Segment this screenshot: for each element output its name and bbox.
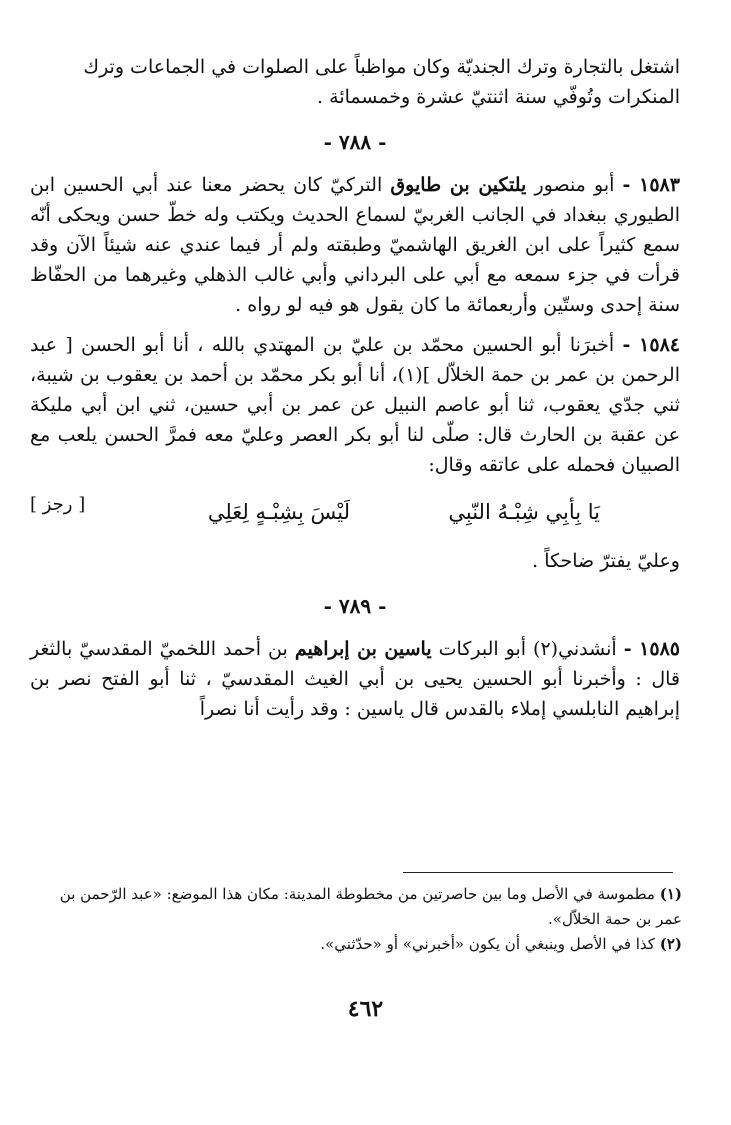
entry-1585 bbox=[30, 634, 680, 724]
footnote-number: (٢) bbox=[659, 935, 682, 953]
entry-text: التركيّ كان يحضر معنا عند أبي الحسين ابن الطيوري ببغداد في الجانب الغربيّ لسماع الحديث ويكتب وله خطّ حسن ويحكى أنّه سمع كثيراً على ابن الغريق الهاشميّ وطبقته ولم أر فيما عندي عنه شيئاً الآن وقد قرأت في جزء سمعه مع أبي على البرداني وأبي غالب الذهلي وغيرهما من الحفّاظ سنة إحدى وستّين وأربعمائة ما كان يقول هو فيه لو رواه . bbox=[30, 174, 680, 316]
page-number: ٤٦٢ bbox=[347, 996, 384, 1022]
page-body bbox=[30, 52, 680, 724]
entry-number: ١٥٨٣ - bbox=[622, 174, 680, 196]
top-line-1: اشتغل بالتجارة وترك الجنديّة وكان مواظباً على الصلوات في الجماعات وترك bbox=[83, 56, 680, 78]
entry-name: يلتكين بن طايوق bbox=[390, 174, 527, 196]
footnotes bbox=[30, 882, 682, 957]
section-heading-788: - ٧٨٨ - bbox=[323, 130, 387, 154]
entry-text: أخبرَنا أبو الحسين محمّد بن عليّ بن المهتدي بالله ، أنا أبو الحسن [ عبد الرحمن بن عمر بن حمة الخلاّل ](١)، أنا أبو بكر محمّد بن أحمد بن يعقوب بن شيبة، ثني جدّي يعقوب، ثنا أبو عاصم النبيل عن عمر بن أبي حسين، ثني ابن أبي مليكة عن عقبة بن الحارث قال: صلّى لنا أبو بكر العصر وعليّ معه فمرَّ الحسن يلعب مع الصبيان فحمله على عاتقه وقال: bbox=[30, 334, 680, 476]
verse-hemistich-1: يَا بِأبِي شِبْـهُ النّبِي bbox=[448, 500, 600, 524]
after-verse-line: وعليّ يفترّ ضاحكاً . bbox=[532, 550, 680, 572]
footnote-text: مطموسة في الأصل وما بين حاصرتين من مخطوطة المدينة: مكان هذا الموضع: «عبد الرّحمن بن عمر بن حمة الخلاّل». bbox=[59, 885, 682, 928]
verse-block bbox=[30, 494, 680, 540]
top-line-2: المنكرات وتُوفّي سنة اثنتيّ عشرة وخمسمائة . bbox=[317, 86, 680, 108]
entry-kunya: أبو منصور bbox=[534, 174, 615, 196]
footnote-number: (١) bbox=[659, 885, 682, 903]
entry-name: ياسين بن إبراهيم bbox=[294, 638, 432, 660]
entry-text: بن أحمد اللخميّ المقدسيّ بالثغر قال : وأخبرنا أبو الحسين يحيى بن أبي الغيث المقدسيّ ، ثنا أبو الفتح نصر بن إبراهيم النابلسي إملاء بالقدس قال ياسين : وقد رأيت أنا نصراً bbox=[30, 638, 680, 720]
footnote-1 bbox=[30, 882, 682, 932]
entry-pre: أنشدني(٢) أبو البركات bbox=[438, 638, 617, 660]
top-paragraph bbox=[30, 52, 680, 112]
footnote-2 bbox=[30, 932, 682, 957]
section-heading-789: - ٧٨٩ - bbox=[323, 594, 387, 618]
verse-hemistich-2: لَيْسَ بِشِبْـهٍ لِعَلِي bbox=[207, 500, 350, 524]
entry-1584 bbox=[30, 330, 680, 480]
verse-meter: [ رجز ] bbox=[30, 494, 86, 515]
footnote-text: كذا في الأصل وينبغي أن يكون «أخبرني» أو «حدّثني». bbox=[320, 935, 655, 953]
entry-1583 bbox=[30, 170, 680, 320]
entry-number: ١٥٨٥ - bbox=[623, 638, 680, 660]
entry-number: ١٥٨٤ - bbox=[622, 334, 680, 356]
footnote-divider bbox=[403, 872, 673, 873]
